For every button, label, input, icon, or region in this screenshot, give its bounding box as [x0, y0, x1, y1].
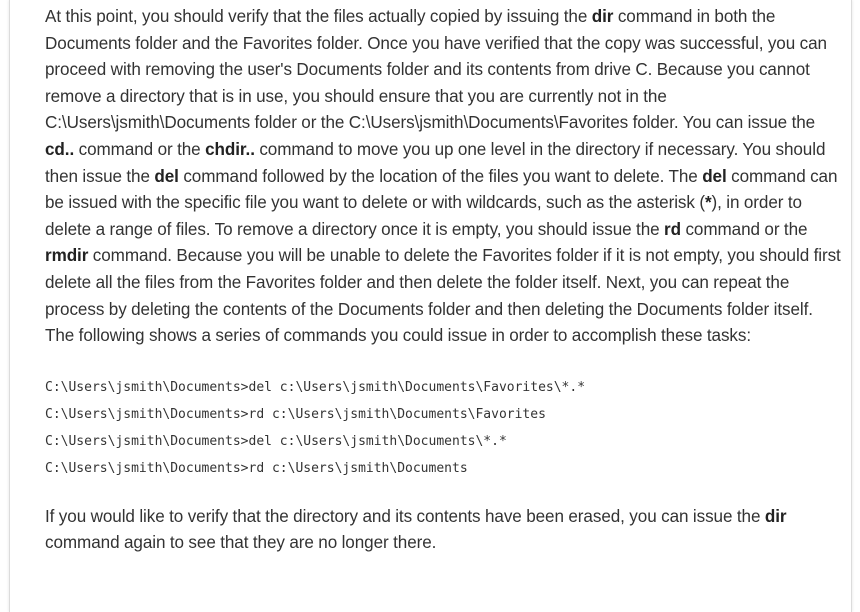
text-run: command can be issued with the specific file you want to delete or with wildcards, such as the asterisk ( — [45, 166, 838, 213]
text-run: command or the — [74, 139, 206, 159]
command-chdir: chdir.. — [205, 139, 255, 159]
command-cd: cd.. — [45, 139, 75, 159]
command-del: del — [702, 166, 727, 186]
text-run: If you would like to verify that the directory and its contents have been erased, you can issue the — [45, 506, 765, 526]
text-run: command again to see that they are no longer there. — [45, 533, 437, 553]
document-page — [9, 0, 852, 612]
wildcard-asterisk: * — [704, 193, 712, 213]
command-code-block — [45, 374, 845, 482]
text-run: command to move you up one level in the directory if necessary. You should then issue the — [45, 139, 826, 186]
text-run: At this point, you should verify that the files actually copied by issuing the — [45, 7, 592, 26]
text-run: command or the — [680, 219, 808, 239]
code-line: C:\Users\jsmith\Documents>rd c:\Users\jsmith\Documents\Favorites — [45, 406, 546, 422]
document-body — [45, 4, 845, 557]
paragraph-verify-erased — [45, 504, 845, 557]
code-line: C:\Users\jsmith\Documents>rd c:\Users\jsmith\Documents — [45, 460, 468, 476]
command-dir: dir — [764, 506, 787, 526]
command-rd: rd — [664, 219, 681, 239]
command-dir: dir — [591, 7, 614, 26]
code-line: C:\Users\jsmith\Documents>del c:\Users\jsmith\Documents\*.* — [45, 433, 507, 449]
text-run: command in both the Documents folder and the Favorites folder. Once you have verified that the copy was successful, you can proceed with removing the user's Documents folder and its contents from drive C. Because you cannot remove a directory that is in use, you should ensure that you are currently not in the C:\Users\jsmith\Documents folder or the C:\Users\jsmith\Documents\Favorites folder. You can issue the — [45, 7, 827, 133]
paragraph-verify-and-delete — [45, 4, 845, 350]
text-run: ), in order to delete a range of files. To remove a directory once it is empty, you should issue the — [45, 193, 802, 239]
text-run: command followed by the location of the files you want to delete. The — [178, 166, 703, 186]
code-line: C:\Users\jsmith\Documents>del c:\Users\jsmith\Documents\Favorites\*.* — [45, 379, 586, 395]
text-run: command. Because you will be unable to delete the Favorites folder if it is not empty, you should first delete all the files from the Favorites folder and then delete the folder itself. Next, you can repeat the process by deleting the contents of the Documents folder and then deleting the Documents folder itself. The following shows a series of commands you could issue in order to accomplish these tasks: — [45, 246, 841, 346]
command-del: del — [154, 166, 179, 186]
command-rmdir: rmdir — [45, 246, 89, 266]
